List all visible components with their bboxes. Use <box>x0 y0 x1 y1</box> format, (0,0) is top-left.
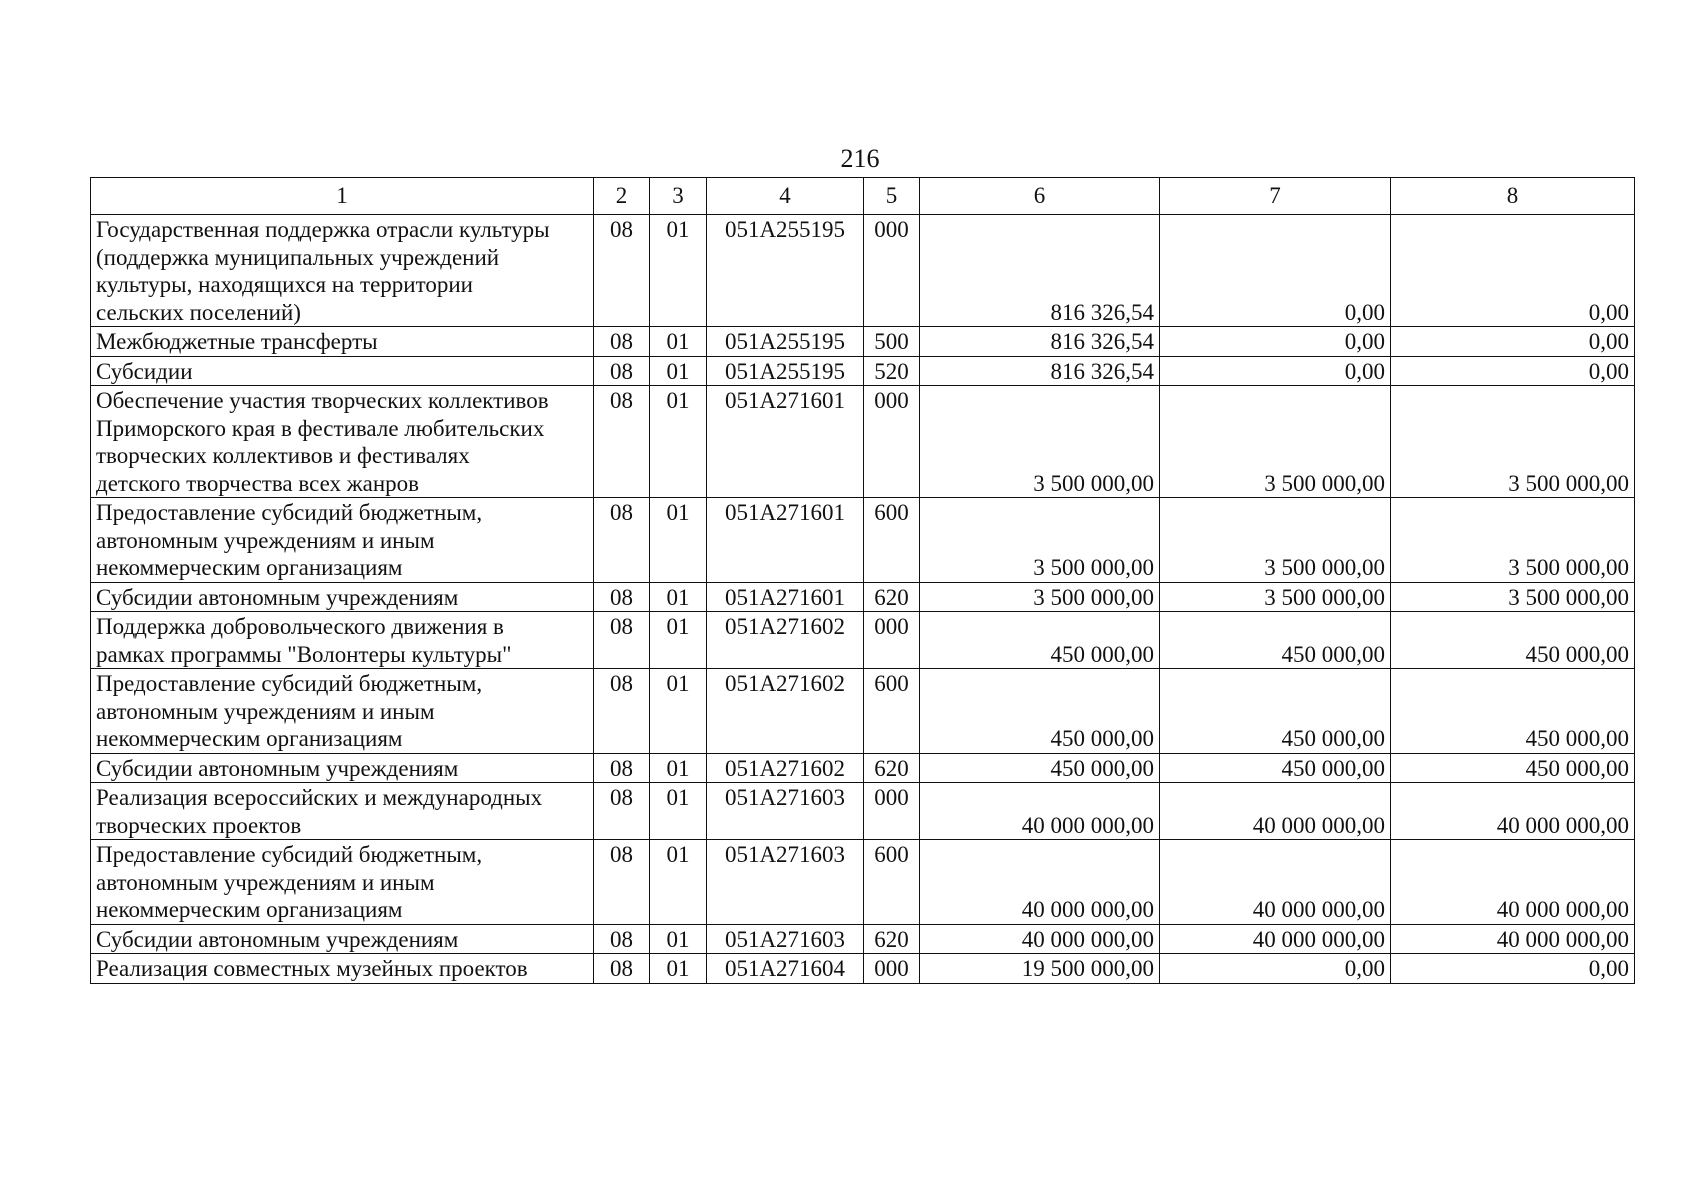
target-article-code: 051A255195 <box>707 215 864 327</box>
amount-year-2: 450 000,00 <box>1160 612 1391 669</box>
column-header-6: 6 <box>920 178 1160 215</box>
expense-type-code: 000 <box>864 783 920 840</box>
subsection-code: 01 <box>650 840 707 925</box>
section-code: 08 <box>594 753 650 783</box>
item-name: Предоставление субсидий бюджетным, автономным учреждениям и иным некоммерческим организациям <box>91 669 594 754</box>
target-article-code: 051A271604 <box>707 954 864 984</box>
amount-year-3: 3 500 000,00 <box>1391 386 1635 498</box>
amount-year-3: 3 500 000,00 <box>1391 498 1635 583</box>
table-row <box>91 612 1635 669</box>
amount-year-1: 19 500 000,00 <box>920 954 1160 984</box>
column-header-4: 4 <box>707 178 864 215</box>
amount-year-1: 40 000 000,00 <box>920 783 1160 840</box>
expense-type-code: 000 <box>864 215 920 327</box>
amount-year-3: 0,00 <box>1391 356 1635 386</box>
table-body <box>91 215 1635 984</box>
table-row <box>91 582 1635 612</box>
target-article-code: 051A271602 <box>707 612 864 669</box>
amount-year-2: 3 500 000,00 <box>1160 582 1391 612</box>
table-row <box>91 840 1635 925</box>
amount-year-1: 3 500 000,00 <box>920 386 1160 498</box>
expense-type-code: 000 <box>864 612 920 669</box>
amount-year-3: 0,00 <box>1391 215 1635 327</box>
section-code: 08 <box>594 327 650 357</box>
amount-year-3: 3 500 000,00 <box>1391 582 1635 612</box>
expense-type-code: 000 <box>864 386 920 498</box>
target-article-code: 051A271601 <box>707 386 864 498</box>
section-code: 08 <box>594 386 650 498</box>
section-code: 08 <box>594 924 650 954</box>
subsection-code: 01 <box>650 954 707 984</box>
page-number: 216 <box>840 144 880 173</box>
section-code: 08 <box>594 356 650 386</box>
column-header-8: 8 <box>1391 178 1635 215</box>
expense-type-code: 600 <box>864 498 920 583</box>
amount-year-1: 450 000,00 <box>920 612 1160 669</box>
subsection-code: 01 <box>650 924 707 954</box>
expense-type-code: 000 <box>864 954 920 984</box>
subsection-code: 01 <box>650 612 707 669</box>
subsection-code: 01 <box>650 753 707 783</box>
amount-year-2: 0,00 <box>1160 327 1391 357</box>
subsection-code: 01 <box>650 582 707 612</box>
budget-table <box>90 177 1635 984</box>
column-header-3: 3 <box>650 178 707 215</box>
subsection-code: 01 <box>650 356 707 386</box>
table-header <box>91 178 1635 215</box>
amount-year-2: 0,00 <box>1160 215 1391 327</box>
subsection-code: 01 <box>650 386 707 498</box>
item-name: Субсидии автономным учреждениям <box>91 582 594 612</box>
target-article-code: 051A271601 <box>707 498 864 583</box>
section-code: 08 <box>594 612 650 669</box>
column-header-1: 1 <box>91 178 594 215</box>
item-name: Субсидии автономным учреждениям <box>91 924 594 954</box>
amount-year-3: 450 000,00 <box>1391 612 1635 669</box>
amount-year-2: 3 500 000,00 <box>1160 498 1391 583</box>
item-name: Субсидии автономным учреждениям <box>91 753 594 783</box>
subsection-code: 01 <box>650 215 707 327</box>
amount-year-1: 3 500 000,00 <box>920 582 1160 612</box>
section-code: 08 <box>594 498 650 583</box>
amount-year-1: 40 000 000,00 <box>920 924 1160 954</box>
amount-year-2: 3 500 000,00 <box>1160 386 1391 498</box>
table-row <box>91 327 1635 357</box>
amount-year-1: 816 326,54 <box>920 215 1160 327</box>
amount-year-1: 450 000,00 <box>920 753 1160 783</box>
table-row <box>91 924 1635 954</box>
section-code: 08 <box>594 783 650 840</box>
amount-year-2: 0,00 <box>1160 954 1391 984</box>
section-code: 08 <box>594 669 650 754</box>
amount-year-2: 450 000,00 <box>1160 753 1391 783</box>
target-article-code: 051A255195 <box>707 327 864 357</box>
target-article-code: 051A271603 <box>707 924 864 954</box>
item-name: Поддержка добровольческого движения в рамках программы "Волонтеры культуры" <box>91 612 594 669</box>
amount-year-1: 816 326,54 <box>920 327 1160 357</box>
column-header-2: 2 <box>594 178 650 215</box>
subsection-code: 01 <box>650 498 707 583</box>
section-code: 08 <box>594 954 650 984</box>
expense-type-code: 520 <box>864 356 920 386</box>
item-name: Межбюджетные трансферты <box>91 327 594 357</box>
amount-year-2: 450 000,00 <box>1160 669 1391 754</box>
target-article-code: 051A271601 <box>707 582 864 612</box>
amount-year-3: 40 000 000,00 <box>1391 783 1635 840</box>
column-header-7: 7 <box>1160 178 1391 215</box>
amount-year-2: 0,00 <box>1160 356 1391 386</box>
table-row <box>91 669 1635 754</box>
section-code: 08 <box>594 840 650 925</box>
item-name: Предоставление субсидий бюджетным, автономным учреждениям и иным некоммерческим организациям <box>91 840 594 925</box>
expense-type-code: 620 <box>864 924 920 954</box>
expense-type-code: 600 <box>864 669 920 754</box>
expense-type-code: 620 <box>864 753 920 783</box>
amount-year-3: 40 000 000,00 <box>1391 924 1635 954</box>
amount-year-3: 450 000,00 <box>1391 753 1635 783</box>
table-row <box>91 753 1635 783</box>
amount-year-2: 40 000 000,00 <box>1160 924 1391 954</box>
item-name: Государственная поддержка отрасли культуры (поддержка муниципальных учреждений культуры, находящихся на территории сельских поселений) <box>91 215 594 327</box>
expense-type-code: 620 <box>864 582 920 612</box>
item-name: Обеспечение участия творческих коллективов Приморского края в фестивале любительских творческих коллективов и фестивалях детского творчества всех жанров <box>91 386 594 498</box>
subsection-code: 01 <box>650 669 707 754</box>
column-header-5: 5 <box>864 178 920 215</box>
subsection-code: 01 <box>650 327 707 357</box>
section-code: 08 <box>594 582 650 612</box>
amount-year-3: 0,00 <box>1391 327 1635 357</box>
expense-type-code: 500 <box>864 327 920 357</box>
item-name: Реализация совместных музейных проектов <box>91 954 594 984</box>
amount-year-3: 0,00 <box>1391 954 1635 984</box>
amount-year-1: 450 000,00 <box>920 669 1160 754</box>
item-name: Предоставление субсидий бюджетным, автономным учреждениям и иным некоммерческим организациям <box>91 498 594 583</box>
amount-year-1: 816 326,54 <box>920 356 1160 386</box>
item-name: Реализация всероссийских и международных творческих проектов <box>91 783 594 840</box>
amount-year-3: 450 000,00 <box>1391 669 1635 754</box>
target-article-code: 051A255195 <box>707 356 864 386</box>
expense-type-code: 600 <box>864 840 920 925</box>
table-row <box>91 215 1635 327</box>
table-row <box>91 356 1635 386</box>
amount-year-2: 40 000 000,00 <box>1160 783 1391 840</box>
subsection-code: 01 <box>650 783 707 840</box>
amount-year-3: 40 000 000,00 <box>1391 840 1635 925</box>
target-article-code: 051A271603 <box>707 783 864 840</box>
amount-year-2: 40 000 000,00 <box>1160 840 1391 925</box>
table-row <box>91 498 1635 583</box>
amount-year-1: 3 500 000,00 <box>920 498 1160 583</box>
amount-year-1: 40 000 000,00 <box>920 840 1160 925</box>
table-row <box>91 783 1635 840</box>
table-row <box>91 386 1635 498</box>
target-article-code: 051A271602 <box>707 753 864 783</box>
table-row <box>91 954 1635 984</box>
target-article-code: 051A271603 <box>707 840 864 925</box>
target-article-code: 051A271602 <box>707 669 864 754</box>
section-code: 08 <box>594 215 650 327</box>
item-name: Субсидии <box>91 356 594 386</box>
header-row <box>91 178 1635 215</box>
